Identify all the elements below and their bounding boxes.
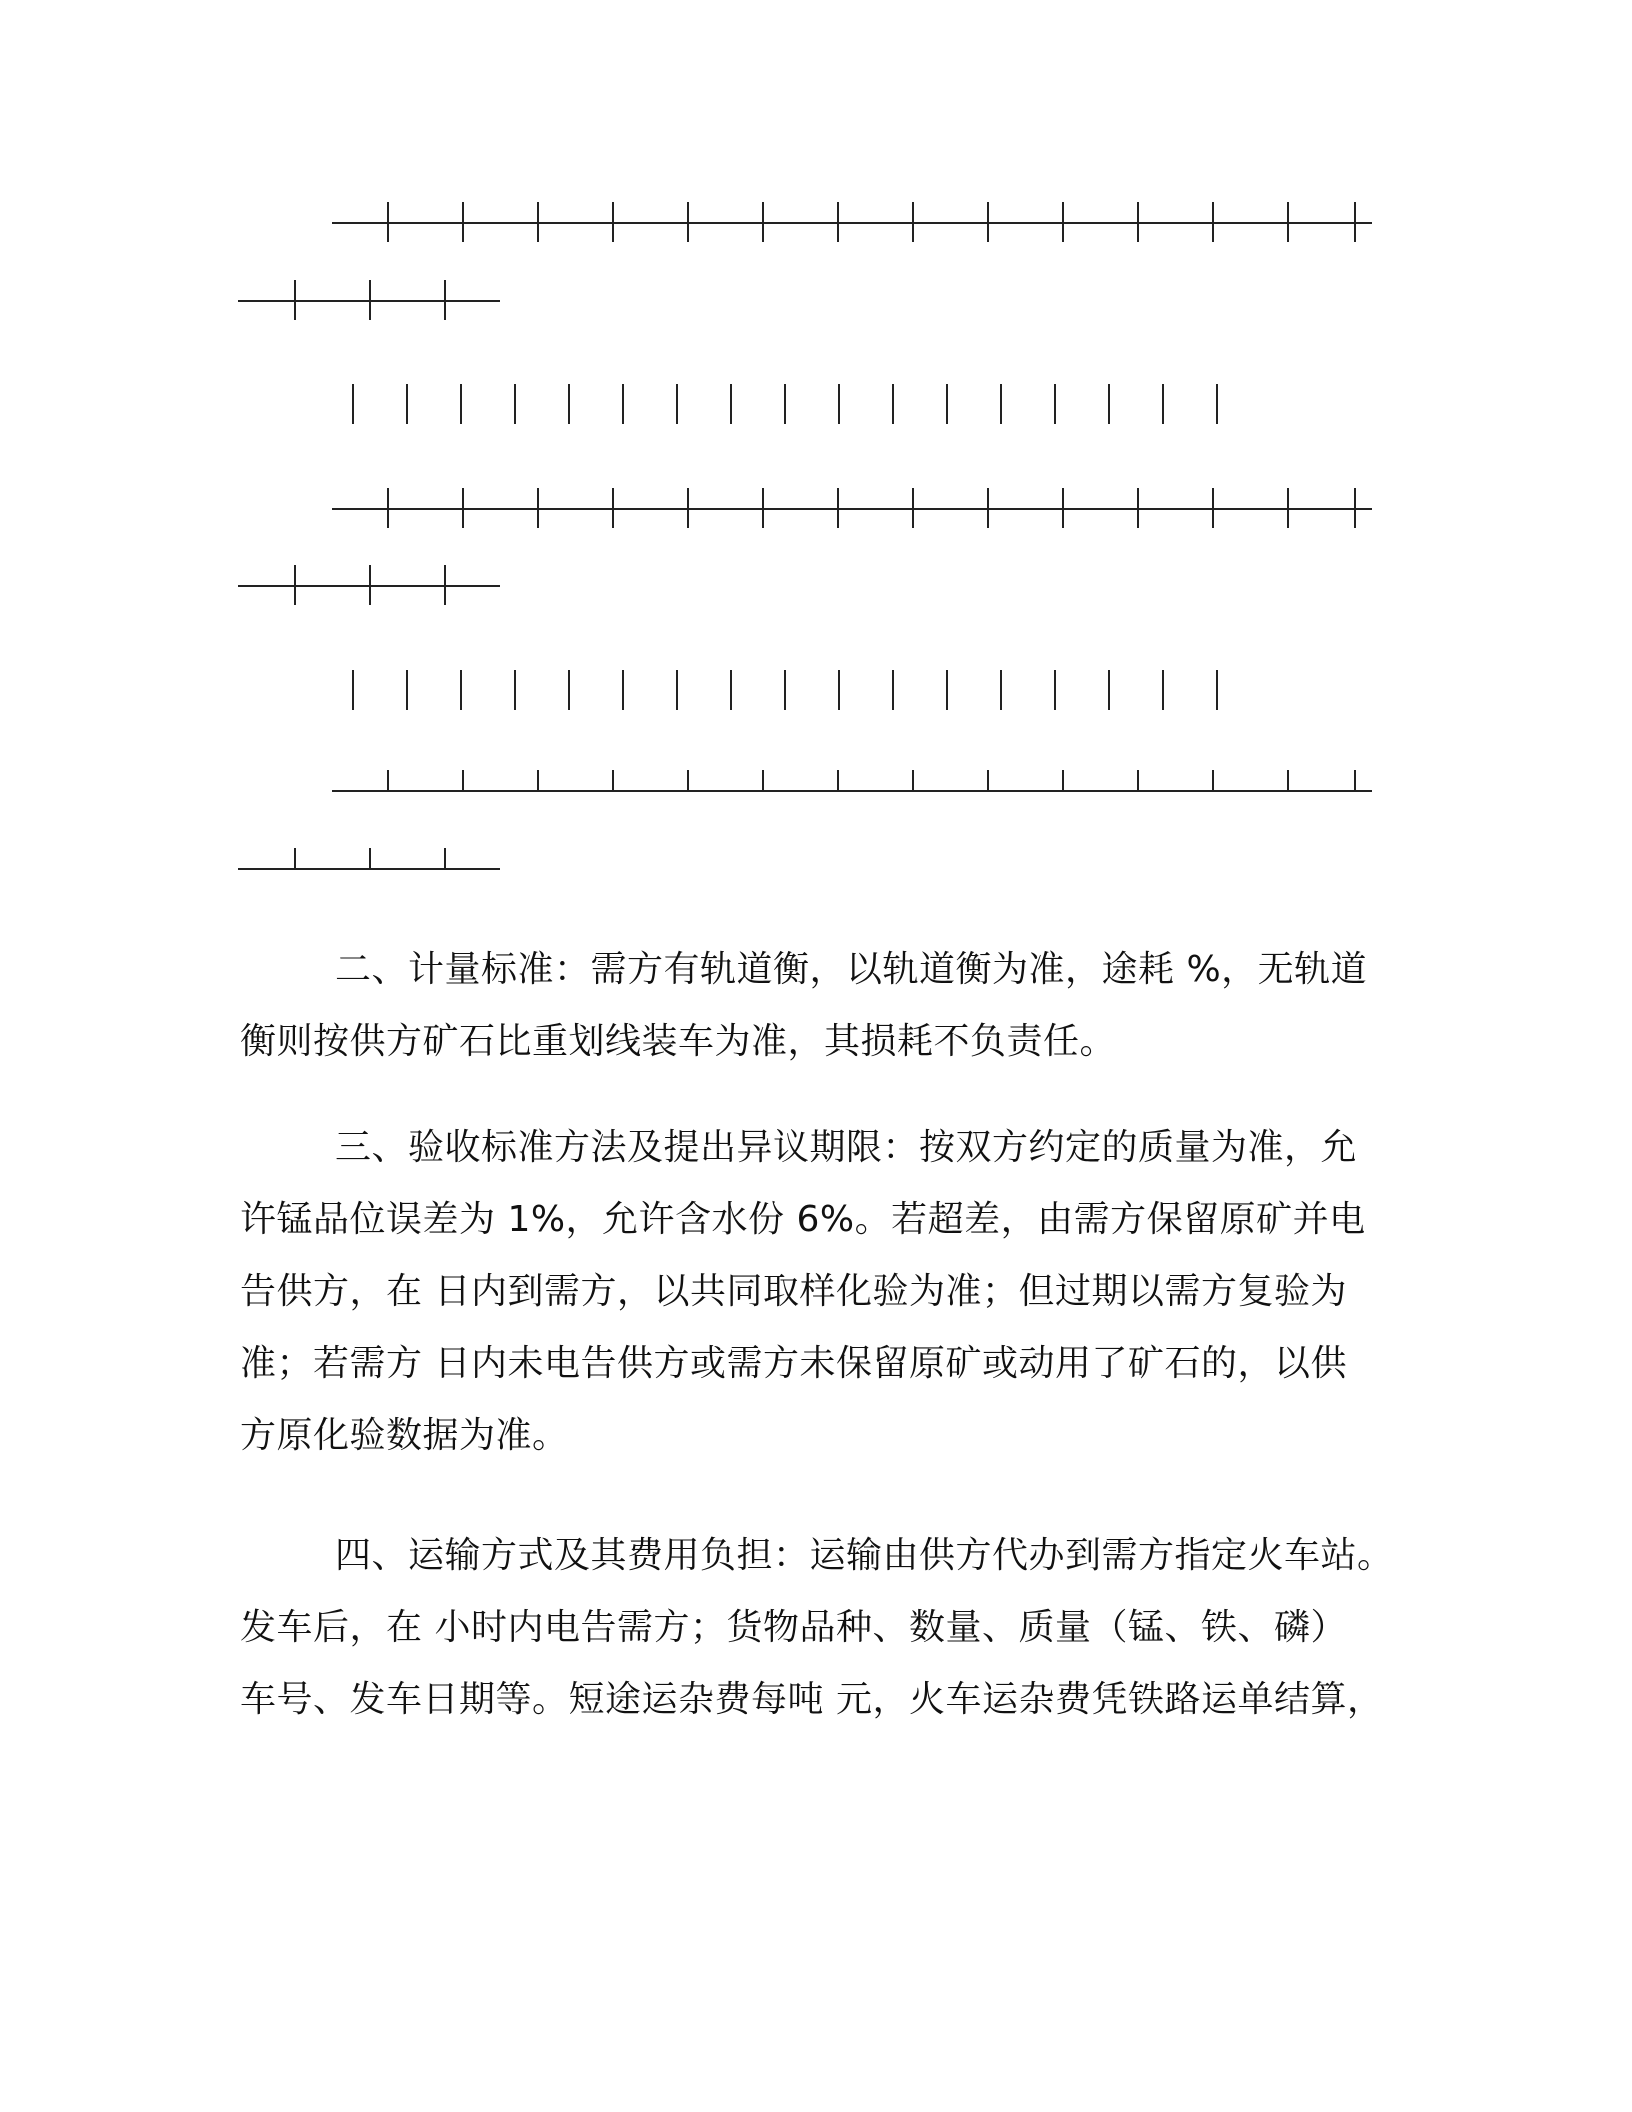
text-line: 发车后，在 小时内电告需方；货物品种、数量、质量（锰、铁、磷） (240, 1607, 1347, 1648)
bar (406, 384, 408, 424)
table-rule-row (332, 488, 1372, 528)
bar (676, 670, 678, 710)
rule-tick (1212, 770, 1214, 792)
rule-tick (369, 280, 371, 320)
rule-tick (1287, 488, 1289, 528)
rule-tick (294, 848, 296, 870)
rule-tick (1287, 770, 1289, 792)
rule-tick (1062, 770, 1064, 792)
paragraph-measurement (240, 934, 1390, 1078)
table-rule-row (238, 280, 500, 320)
rule-tick (1354, 770, 1356, 792)
bar (730, 384, 732, 424)
bar (730, 670, 732, 710)
rule-tick (537, 488, 539, 528)
bar (514, 670, 516, 710)
bar (514, 384, 516, 424)
text-line: 准；若需方 日内未电告供方或需方未保留原矿或动用了矿石的，以供 (240, 1343, 1347, 1384)
bar (622, 670, 624, 710)
bar (838, 670, 840, 710)
rule-tick (1354, 488, 1356, 528)
rule-tick (462, 202, 464, 242)
text-line: 方原化验数据为准。 (240, 1415, 569, 1456)
bar (352, 384, 354, 424)
rule-tick (537, 770, 539, 792)
rule-tick (687, 488, 689, 528)
bar (460, 670, 462, 710)
rule-tick (387, 770, 389, 792)
rule-tick (837, 202, 839, 242)
rule-tick (369, 848, 371, 870)
table-rule-row (332, 202, 1372, 242)
bar (568, 384, 570, 424)
rule-tick (294, 280, 296, 320)
rule-tick (294, 565, 296, 605)
bar (1108, 384, 1110, 424)
rule-tick (444, 565, 446, 605)
table-rule-row (238, 565, 500, 605)
rule-tick (462, 488, 464, 528)
paragraph-acceptance (240, 1112, 1390, 1472)
rule-tick (387, 202, 389, 242)
rule-tick (837, 488, 839, 528)
table-rule-row (332, 752, 1372, 792)
bar (1108, 670, 1110, 710)
rule-tick (1137, 488, 1139, 528)
table-rule-row (238, 830, 500, 870)
rule-tick (1212, 202, 1214, 242)
text-line: 衡则按供方矿石比重划线装车为准，其损耗不负责任。 (240, 1021, 1117, 1062)
rule-tick (1137, 770, 1139, 792)
bar (784, 384, 786, 424)
bar (946, 384, 948, 424)
rule-tick (987, 488, 989, 528)
bar (676, 384, 678, 424)
rule-line (332, 508, 1372, 510)
rule-tick (687, 770, 689, 792)
bar (892, 670, 894, 710)
text-line: 告供方，在 日内到需方，以共同取样化验为准；但过期以需方复验为 (240, 1271, 1347, 1312)
rule-tick (912, 770, 914, 792)
bar (1054, 670, 1056, 710)
rule-tick (1212, 488, 1214, 528)
rule-tick (1354, 202, 1356, 242)
rule-tick (1062, 488, 1064, 528)
table-bar-row (352, 670, 1232, 710)
text-line: 二、计量标准：需方有轨道衡，以轨道衡为准，途耗 %，无轨道 (335, 949, 1368, 990)
rule-tick (612, 202, 614, 242)
bar (460, 384, 462, 424)
rule-tick (687, 202, 689, 242)
rule-line (332, 222, 1372, 224)
rule-tick (387, 488, 389, 528)
bar (1162, 670, 1164, 710)
rule-tick (987, 770, 989, 792)
rule-line (332, 790, 1372, 792)
bar (622, 384, 624, 424)
table-bar-row (352, 384, 1232, 424)
rule-tick (612, 770, 614, 792)
bar (1216, 384, 1218, 424)
text-line: 四、运输方式及其费用负担：运输由供方代办到需方指定火车站。 (335, 1535, 1394, 1576)
bar (1162, 384, 1164, 424)
bar (1216, 670, 1218, 710)
text-line: 车号、发车日期等。短途运杂费每吨 元，火车运杂费凭铁路运单结算， (240, 1679, 1384, 1720)
rule-tick (762, 488, 764, 528)
bar (352, 670, 354, 710)
rule-tick (444, 280, 446, 320)
rule-tick (462, 770, 464, 792)
bar (568, 670, 570, 710)
rule-tick (444, 848, 446, 870)
rule-tick (912, 488, 914, 528)
bar (1000, 384, 1002, 424)
rule-tick (762, 770, 764, 792)
bar (892, 384, 894, 424)
bar (838, 384, 840, 424)
bar (1000, 670, 1002, 710)
text-line: 三、验收标准方法及提出异议期限：按双方约定的质量为准，允 (335, 1127, 1358, 1168)
bar (784, 670, 786, 710)
rule-tick (537, 202, 539, 242)
rule-tick (837, 770, 839, 792)
rule-tick (612, 488, 614, 528)
rule-tick (987, 202, 989, 242)
bar (406, 670, 408, 710)
rule-tick (1137, 202, 1139, 242)
rule-tick (369, 565, 371, 605)
rule-tick (1287, 202, 1289, 242)
paragraph-transport (240, 1520, 1394, 1736)
bar (946, 670, 948, 710)
rule-tick (912, 202, 914, 242)
rule-tick (1062, 202, 1064, 242)
rule-tick (762, 202, 764, 242)
text-line: 许锰品位误差为 1%，允许含水份 6%。若超差，由需方保留原矿并电 (240, 1199, 1366, 1240)
bar (1054, 384, 1056, 424)
